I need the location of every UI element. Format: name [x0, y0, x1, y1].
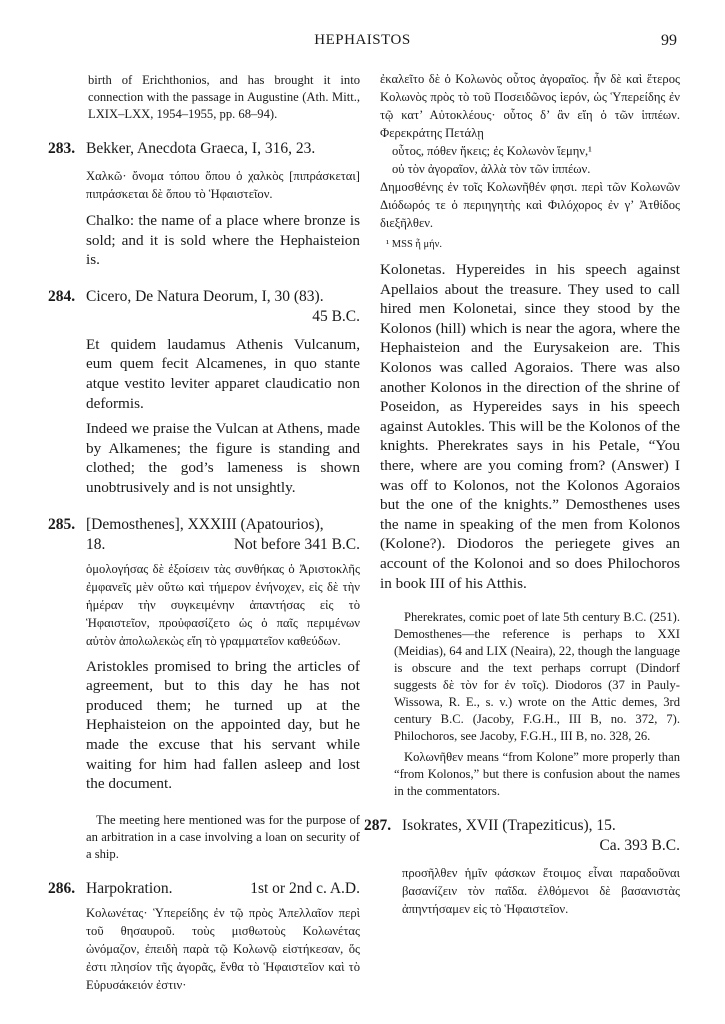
greek-text: Δημοσθένης ἐν τοῖς Κολωνῆθέν φησι. περὶ τῶν Κολωνῶν Διόδωρός τε ὁ περιηγητὴς καὶ Φιλόχορος ἐν γ’ Ἀτθίδος διεξῆλθεν. [380, 180, 680, 230]
greek-text: Χαλκῶ· ὄνομα τόπου ὅπου ὁ χαλκὸς [πιπράσκεται] πιπράσκεται δὲ ὅπου τὸ Ἡφαιστεῖον. [86, 169, 360, 201]
commentary-note: Pherekrates, comic poet of late 5th century B.C. (251). Demosthenes—the reference is perhaps to XXI (Meidias), 64 and LIX (Neaira), 22, though the language is obscure and the text perhaps corrupt (Dindorf suggests δὲ τὸν for ἐν τοῖς). Diodoros (37 in Pauly-Wissowa, R. E., s. v.) wrote on the Attic demes, 3rd century B.C. (Jacoby, F.G.H., III B, no. 372, 7). Philochoros, see Jacoby, F.G.H., III B, no. 328, 26. [394, 610, 680, 744]
entry-286 [48, 879, 360, 994]
entry-287 [364, 816, 680, 918]
right-column [364, 70, 680, 918]
greek-continuation [380, 70, 680, 254]
page-number: 99 [661, 32, 677, 49]
entry-number: 284. [48, 287, 76, 305]
entry-source: [Demosthenes], XXXIII (Apatourios), [86, 515, 324, 533]
verse-line: οὐ τὸν ἀγοραῖον, ἀλλὰ τὸν τῶν ἱππέων. [392, 162, 591, 176]
greek-text: προσῆλθεν ἡμῖν φάσκων ἕτοιμος εἶναι παραδοῦναι βασανίζειν τὸν παῖδα. ἐλθόμενοι δὲ βασανιστὰς ἀπηντήσαμεν εἰς τὸ Ἡφαιστεῖον. [402, 866, 680, 917]
greek-text: Κολωνέτας· Ὑπερείδης ἐν τῷ πρὸς Ἀπελλαῖον περὶ τοῦ θησαυροῦ. τοὺς μισθωτοὺς Κολωνέτας ὠνόμαζον, ἐπειδὴ παρὰ τῷ Κολωνῷ εἱστήκεσαν, ὅς ἐστι πλησίον τῆς ἀγορᾶς, ἔνθα τὸ Ἡφαιστεῖον καὶ τὸ Εὐρυσάκειόν ἐστιν· [86, 905, 360, 992]
entry-date: 45 B.C. [312, 307, 360, 325]
greek-text: ὁμολογήσας δὲ ἐξοίσειν τὰς συνθήκας ὁ Ἀριστοκλῆς ἐμφανεῖς μὲν οὕτω καὶ τήμερον ἐνήνοχεν, εἰς δὲ τὴν ἡμέραν τὴν συγκειμένην ἀπαντήσας εἰς τὸ Ἡφαιστεῖον, προὐφασίζετο ὡς ὁ παῖς περιμένων αὐτὸν ἀπολωλεκὼς εἴη τὸ γραμματεῖον καθεύδων. [86, 561, 360, 648]
entry-source: Harpokration. [86, 879, 173, 897]
english-translation: Chalko: the name of a place where bronze is sold; and it is sold where the Hephaisteion is. [86, 212, 360, 269]
entry-source: Cicero, De Natura Deorum, I, 30 (83). [86, 287, 324, 305]
footnote: ¹ MSS ἦ μήν. [386, 239, 443, 250]
commentary [380, 609, 680, 800]
entry-284 [48, 287, 360, 498]
entry-283 [48, 139, 360, 270]
left-column [48, 72, 360, 994]
continued-commentary: birth of Erichthonios, and has brought it into connection with the passage in Augustine (Ath. Mitt., LXIX–LXX, 1954–1955, pp. 68–94). [88, 73, 360, 121]
verse-line: οὗτος, πόθεν ἥκεις; ἐς Κολωνὸν ἵεμην,¹ [392, 144, 592, 158]
commentary-note: The meeting here mentioned was for the purpose of an arbitration in a case involving a loan on security of a ship. [86, 812, 360, 861]
english-translation: Aristokles promised to bring the articles of agreement, but to this day he has not produced them; he turned up at the Hephaisteion on the appointed day, but he made the excuse that his servant while waiting for him had fallen asleep and lost the document. [86, 657, 360, 793]
english-translation: Indeed we praise the Vulcan at Athens, made by Alkamenes; the figure is standing and clothed; the god’s lameness is shown unobtrusively and is not unsightly. [86, 420, 360, 496]
running-header [48, 32, 677, 54]
entry-285 [48, 515, 360, 863]
entry-source-continued: 18. [86, 535, 106, 553]
entry-number: 285. [48, 515, 76, 533]
latin-text: Et quidem laudamus Athenis Vulcanum, eum quem fecit Alcamenes, in quo stante atque vestito leviter apparet claudicatio non deformis. [86, 335, 360, 412]
commentary-note: Κολωνῆθεν means “from Kolone” more properly than “from Kolonos,” but there is confusion about the names in the commentators. [394, 750, 680, 799]
entry-number: 283. [48, 140, 76, 157]
entry-date: Not before 341 B.C. [233, 535, 360, 553]
entry-date: Ca. 393 B.C. [599, 837, 680, 855]
entry-number: 286. [48, 879, 76, 897]
greek-text: ἐκαλεῖτο δὲ ὁ Κολωνὸς οὗτος ἀγοραῖος. ἦν δὲ καὶ ἕτερος Κολωνὸς πρὸς τὸ τοῦ Ποσειδῶνος ἱερόν, ὡς Ὑπερείδης ἐν τῷ κατ’ Αὐτοκλέους· οὗτος δ’ ἂν εἴη ὁ τῶν ἱππέων. Φερεκράτης Πετάλῃ [380, 72, 680, 140]
english-translation: Kolonetas. Hypereides in his speech against Apellaios about the treasure. They used to call hired men Kolonetai, since they stood by the Kolonos (hill) which is near the agora, where the Hephaisteion and the Eurysakeion are. This Kolonos was called Agoraios. There was also another Kolonos in the direction of the shrine of Poseidon, as Hypereides says in his speech against Autokles. This will be the Kolonos of the knights. Pherekrates says in his Petale, “You there, where are you coming from? (Answer) I was off to Kolonos, not the Kolonos Agoraios but the one of the knights.” Demosthenes uses the name in speaking of the men from Kolonos (Kolone?). Diodoros the periegete gives an account of the Kolonoi and so does Philochoros in book III of his Atthis. [380, 261, 680, 592]
entry-number: 287. [364, 817, 392, 835]
entry-date: 1st or 2nd c. A.D. [250, 879, 360, 897]
entry-source: Bekker, Anecdota Graeca, I, 316, 23. [86, 140, 316, 157]
running-title: HEPHAISTOS [314, 32, 411, 48]
entry-source: Isokrates, XVII (Trapeziticus), 15. [402, 817, 616, 835]
